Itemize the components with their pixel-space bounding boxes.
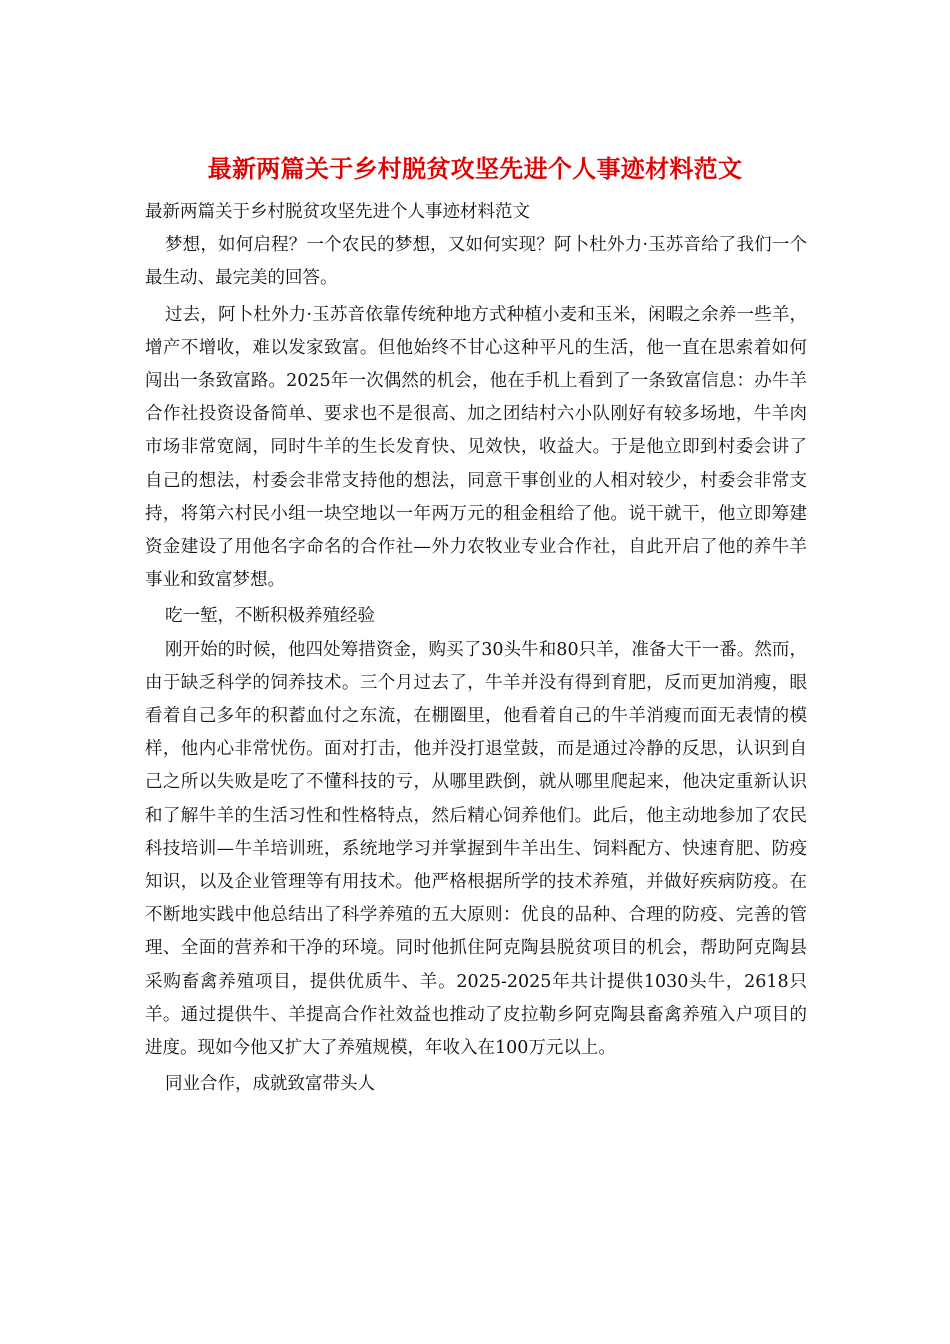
document-body [145, 196, 807, 1101]
section-heading-2: 同业合作，成就致富带头人 [165, 1074, 375, 1095]
paragraph-3: 刚开始的时候，他四处筹措资金，购买了30头牛和80只羊，准备大干一番。然而，由于缺乏科学的饲养技术。三个月过去了，牛羊并没有得到育肥，反而更加消瘦，眼看着自己多年的积蓄血付之东流，在棚圈里，他看着自己的牛羊消瘦而面无表情的模样，他内心非常忧伤。面对打击，他并没打退堂鼓，而是通过冷静的反思，认识到自己之所以失败是吃了不懂科技的亏，从哪里跌倒，就从哪里爬起来，他决定重新认识和了解牛羊的生活习性和性格特点，然后精心饲养他们。此后，他主动地参加了农民科技培训—牛羊培训班，系统地学习并掌握到牛羊出生、饲料配方、快速育肥、防疫知识，以及企业管理等有用技术。他严格根据所学的技术养殖，并做好疾病防疫。在不断地实践中他总结出了科学养殖的五大原则：优良的品种、合理的防疫、完善的管理、全面的营养和干净的环境。同时他抓住阿克陶县脱贫项目的机会，帮助阿克陶县采购畜禽养殖项目，提供优质牛、羊。2025-2025年共计提供1030头牛，2618只羊。通过提供牛、羊提高合作社效益也推动了皮拉勒乡阿克陶县畜禽养殖入户项目的进度。现如今他又扩大了养殖规模，年收入在100万元以上。 [145, 639, 807, 1059]
document-subtitle: 最新两篇关于乡村脱贫攻坚先进个人事迹材料范文 [145, 202, 530, 222]
document-title: 最新两篇关于乡村脱贫攻坚先进个人事迹材料范文 [207, 154, 743, 183]
paragraph-1: 梦想，如何启程？一个农民的梦想，又如何实现？阿卜杜外力·玉苏音给了我们一个最生动、最完美的回答。 [145, 235, 807, 289]
paragraph-2: 过去，阿卜杜外力·玉苏音依靠传统种地方式种植小麦和玉米，闲暇之余养一些羊，增产不增收，难以发家致富。但他始终不甘心这种平凡的生活，他一直在思索着如何闯出一条致富路。2025年一次偶然的机会，他在手机上看到了一条致富信息：办牛羊合作社投资设备简单、要求也不是很高、加之团结村六小队刚好有较多场地，牛羊肉市场非常宽阔，同时牛羊的生长发育快、见效快，收益大。于是他立即到村委会讲了自己的想法，村委会非常支持他的想法，同意干事创业的人相对较少，村委会非常支持，将第六村民小组一块空地以一年两万元的租金租给了他。说干就干，他立即筹建资金建设了用他名字命名的合作社—外力农牧业专业合作社，自此开启了他的养牛羊事业和致富梦想。 [145, 304, 807, 591]
section-heading-1: 吃一堑，不断积极养殖经验 [165, 606, 375, 627]
